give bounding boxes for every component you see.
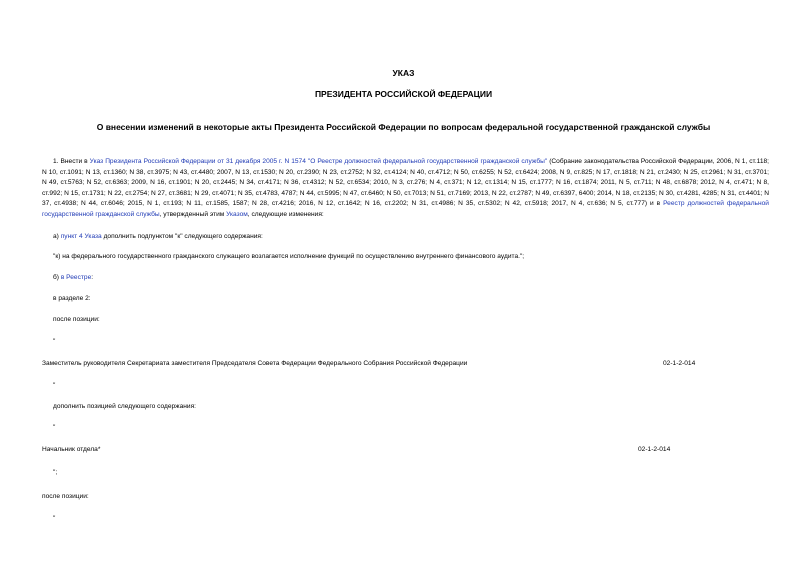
- ukazom-link[interactable]: Указом: [226, 210, 248, 218]
- paragraph-b-suffix: :: [91, 274, 94, 281]
- paragraph-1: [42, 157, 769, 221]
- quote-close-2: ";: [53, 469, 58, 476]
- section-2-label: в разделе 2:: [53, 295, 91, 302]
- paragraph-k: "к) на федерального государственного гражданского служащего возлагается исполнение функций по осуществлению внутреннего финансового аудита.";: [53, 253, 525, 260]
- quote-close-1: ": [53, 382, 56, 389]
- quote-open-2: ": [53, 424, 56, 431]
- position-title: Заместитель руководителя Секретариата заместителя Председателя Совета Федерации Федерального Собрания Российской Федерации: [42, 360, 468, 367]
- document-type-heading: УКАЗ: [392, 68, 415, 78]
- paragraph-1-approved: , утвержденный этим: [159, 210, 227, 218]
- paragraph-a-suffix: дополнить подпунктом "к" следующего содержания:: [101, 233, 263, 240]
- after-position-label-1: после позиции:: [53, 316, 100, 323]
- position-code: 02-1-2-014: [638, 446, 671, 453]
- paragraph-b: [53, 273, 769, 284]
- position-title: Начальник отдела*: [42, 446, 101, 453]
- paragraph-a: [53, 232, 769, 243]
- paragraph-b-prefix: б): [53, 274, 61, 281]
- position-code: 02-1-2-014: [663, 360, 696, 367]
- paragraph-1-suffix: , следующие изменения:: [247, 210, 324, 218]
- paragraph-a-prefix: а): [53, 233, 61, 240]
- position-row-2: [42, 445, 769, 455]
- decree-1574-link[interactable]: Указ Президента Российской Федерации от 31 декабря 2005 г. N 1574 "О Реестре должностей федеральной государственной гражданской службы": [89, 158, 548, 165]
- point-4-link[interactable]: пункт 4 Указа: [60, 233, 102, 240]
- after-position-label-2: после позиции:: [42, 493, 89, 500]
- paragraph-1-sources: (Собрание законодательства Российской Федерации, 2006, N 1, ст.118; N 10, ст.1091; N 13, ст.1360; N 38, ст.3975; N 43, ст.4480; 2007, N 13, ст.1530; N 20, ст.2390; N 23, ст.2752; N 32, ст.4124; N 40, ст.4712; N 50, ст.6255; N 52, ст.6424; 2008, N 9, ст.825; N 17, ст.1818; N 21, ст.2430; N 25, ст.2961; N 31, ст.3701; N 49, ст.5763; N 52, ст.6363; 2009, N 16, ст.1901; N 20, ст.2445; N 34, ст.4171; N 36, ст.4312; N 52, ст.6534; 2010, N 3, ст.276; N 4, ст.371; N 12, ст.1314; N 15, ст.1777; N 16, ст.1874; 2011, N 5, ст.711; N 48, ст.6878; 2012, N 4, ст.471; N 8, ст.992; N 15, ст.1731; N 22, ст.2754; N 27, ст.3681; N 29, ст.4071; N 35, ст.4783, 4787; N 44, ст.5995; N 47, ст.6460; N 50, ст.7013; N 51, ст.7169; 2013, N 22, ст.2787; N 49, ст.6397, 6400; 2014, N 18, ст.2135; N 30, ст.4281, 4285; N 31, ст.4401; N 37, ст.4938; N 44, ст.6046; 2015, N 1, ст.193; N 11, ст.1585, 1587; N 28, ст.4216; 2016, N 12, ст.1642; N 16, ст.2202; N 31, ст.4986; N 35, ст.5302; N 42, ст.5918; 2017, N 4, ст.636; N 5, ст.777) и в: [42, 158, 769, 208]
- paragraph-1-prefix: 1. Внести в: [53, 158, 90, 165]
- in-registry-link[interactable]: в Реестре: [60, 274, 92, 281]
- quote-open-1: ": [53, 338, 56, 345]
- position-row-1: [42, 359, 769, 369]
- registry-link[interactable]: Реестр должностей федеральной государственной гражданской службы: [42, 200, 769, 218]
- add-position-label: дополнить позицией следующего содержания:: [53, 403, 196, 410]
- quote-open-3: ": [53, 515, 56, 522]
- document-title: О внесении изменений в некоторые акты Президента Российской Федерации по вопросам федеральной государственной гражданской службы: [96, 122, 711, 132]
- issuer-heading: ПРЕЗИДЕНТА РОССИЙСКОЙ ФЕДЕРАЦИИ: [314, 89, 493, 99]
